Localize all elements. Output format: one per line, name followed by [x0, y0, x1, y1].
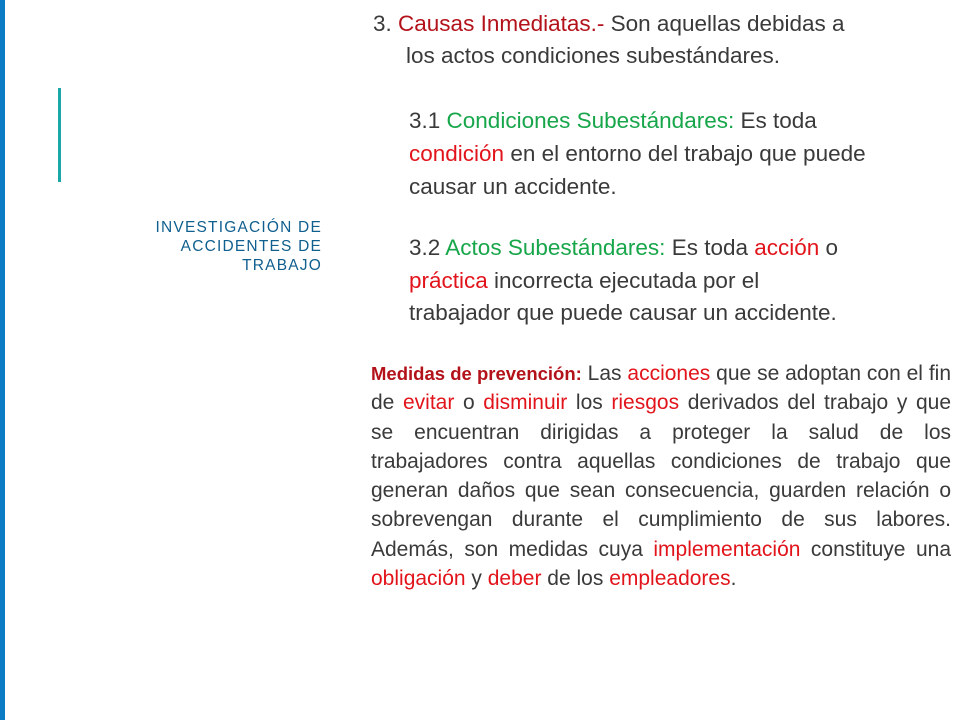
prevention-keyword: riesgos	[611, 391, 680, 415]
item-3-text: Son aquellas debidas a	[604, 11, 845, 36]
item-3-2-line-3: trabajador que puede causar un accidente.	[409, 300, 837, 325]
prevention-text: o	[454, 391, 484, 415]
item-3-1-number: 3.1	[409, 108, 441, 133]
prevention-text: Las	[581, 362, 628, 385]
section-title-line: INVESTIGACIÓN DE	[155, 219, 322, 236]
item-3-2-heading: Actos Subestándares:	[440, 235, 666, 260]
item-3-2-text: o	[819, 235, 839, 260]
item-3-2-line-1	[409, 235, 838, 261]
item-3-dash: -	[596, 11, 605, 36]
prevention-text: constituye una	[800, 537, 951, 561]
item-3-1-line-1	[409, 108, 817, 134]
prevention-paragraph	[371, 359, 951, 593]
prevention-text: que se adoptan con el fin de	[371, 362, 951, 415]
item-3-2-red-word: práctica	[409, 268, 488, 293]
item-3-line-2: los actos condiciones subestándares.	[406, 43, 780, 68]
prevention-text: y	[465, 567, 488, 591]
prevention-text: .	[730, 567, 737, 591]
section-title-line: ACCIDENTES DE	[180, 238, 322, 255]
prevention-keyword: acciones	[627, 362, 711, 385]
item-3-2-line-2	[409, 268, 759, 294]
item-3-2-red-word: acción	[754, 235, 820, 260]
prevention-keyword: evitar	[402, 391, 455, 415]
prevention-lead: Medidas de prevención:	[371, 363, 582, 384]
item-3-line-1	[373, 11, 845, 37]
prevention-text: los	[567, 391, 612, 415]
item-3-1-red-word: condición	[409, 141, 505, 166]
prevention-keyword: empleadores	[609, 567, 731, 591]
prevention-text: derivados del trabajo y que se encuentran dirigidas a proteger la salud de los trabajadores contra aquellas condiciones de trabajo que generan daños que sean consecuencia, guarden relación o sobrevengan durante el cumplimiento de sus labores. Además, son medidas cuya	[371, 391, 952, 561]
item-3-1-line-2	[409, 141, 866, 167]
item-3-heading: Causas Inmediatas.	[398, 11, 597, 36]
prevention-keyword: implementación	[653, 537, 801, 561]
item-3-1-heading: Condiciones Subestándares:	[440, 108, 735, 133]
item-3-1-text: en el entorno del trabajo que puede	[504, 141, 866, 166]
item-3-2-text: incorrecta ejecutada por el	[487, 268, 760, 293]
item-3-number: 3.	[373, 11, 392, 36]
section-title-line: TRABAJO	[242, 257, 322, 274]
item-3-1-text: Es toda	[734, 108, 817, 133]
item-3-1-line-3: causar un accidente.	[409, 174, 617, 199]
prevention-text: de los	[541, 567, 610, 591]
prevention-keyword: disminuir	[483, 391, 568, 415]
prevention-keyword: deber	[487, 567, 542, 591]
item-3-2-text: Es toda	[665, 235, 755, 260]
prevention-keyword: obligación	[371, 567, 466, 591]
item-3-2-number: 3.2	[409, 235, 441, 260]
